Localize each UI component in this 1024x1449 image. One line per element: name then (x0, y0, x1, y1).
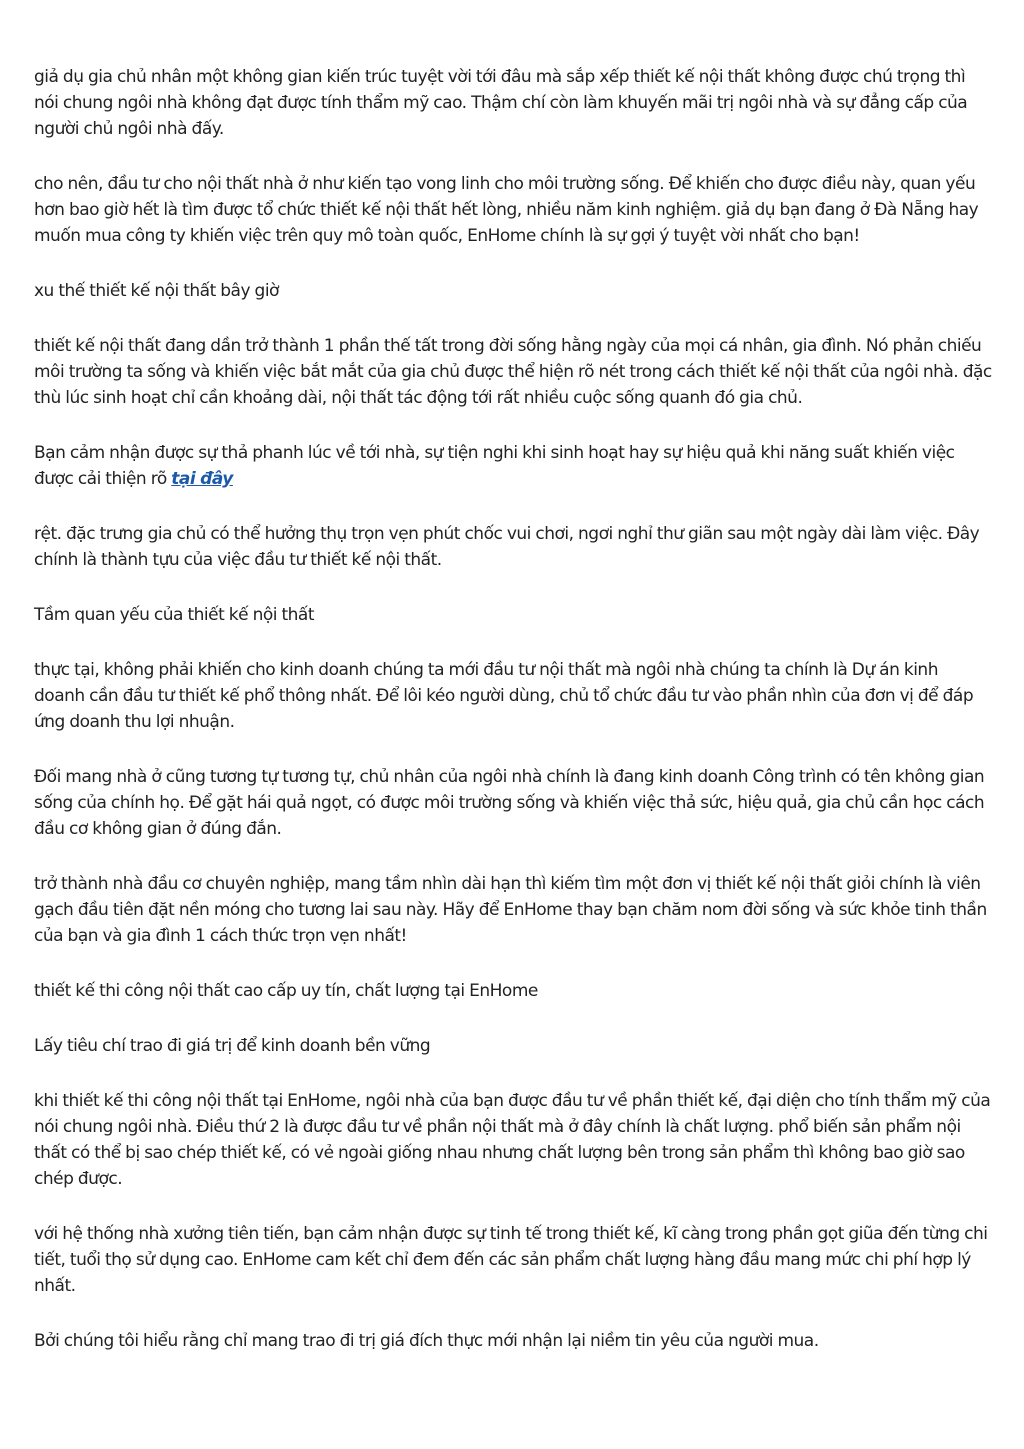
paragraph-result: rệt. đặc trưng gia chủ có thể hưởng thụ trọn vẹn phút chốc vui chơi, ngơi nghỉ thư giãn sau một ngày dài làm việc. Đây chính là thành tựu của việc đầu tư thiết kế nội thất. (34, 524, 980, 570)
paragraph-reality: thực tại, không phải khiến cho kinh doanh chúng ta mới đầu tư nội thất mà ngôi nhà chúng ta chính là Dự án kinh doanh cần đầu tư thiết kế phổ thông nhất. Để lôi kéo người dùng, chủ tổ chức đầu tư vào phần nhìn của đơn vị để đáp ứng doanh thu lợi nhuận. (34, 660, 974, 732)
paragraph-with-link (34, 440, 992, 492)
link-paragraph-text: Bạn cảm nhận được sự thả phanh lúc về tới nhà, sự tiện nghi khi sinh hoạt hay sự hiệu quả khi năng suất khiến việc được cải thiện rõ (34, 443, 955, 489)
paragraph-trust: Bởi chúng tôi hiểu rằng chỉ mang trao đi trị giá đích thực mới nhận lại niềm tin yêu của người mua. (34, 1331, 819, 1351)
paragraph-factory: với hệ thống nhà xưởng tiên tiến, bạn cảm nhận được sự tinh tế trong thiết kế, kĩ càng trong phần gọt giũa đến từng chi tiết, tuổi thọ sử dụng cao. EnHome cam kết chỉ đem đến các sản phẩm chất lượng hàng đầu mang mức chi phí hợp lý nhất. (34, 1224, 988, 1296)
paragraph-quality: khi thiết kế thi công nội thất tại EnHome, ngôi nhà của bạn được đầu tư về phần thiết kế, đại diện cho tính thẩm mỹ của nói chung ngôi nhà. Điều thứ 2 là được đầu tư về phần nội thất mà ở đây chính là chất lượng. phổ biến sản phẩm nội thất có thể bị sao chép thiết kế, có vẻ ngoài giống nhau nhưng chất lượng bên trong sản phẩm thì không bao giờ sao chép được. (34, 1091, 991, 1189)
paragraph-housing: Đối mang nhà ở cũng tương tự tương tự, chủ nhân của ngôi nhà chính là đang kinh doanh Công trình có tên không gian sống của chính họ. Để gặt hái quả ngọt, có được môi trường sống và khiến việc thả sức, hiệu quả, gia chủ cần học cách đầu cơ không gian ở đúng đắn. (34, 767, 985, 839)
document-body (34, 64, 992, 1383)
paragraph-investment: cho nên, đầu tư cho nội thất nhà ở như kiến tạo vong linh cho môi trường sống. Để khiến cho được điều này, quan yếu hơn bao giờ hết là tìm được tổ chức thiết kế nội thất hết lòng, nhiều năm kinh nghiệm. giả dụ bạn đang ở Đà Nẵng hay muốn mua công ty khiến việc trên quy mô toàn quốc, EnHome chính là sự gợi ý tuyệt vời nhất cho bạn! (34, 174, 979, 246)
paragraph-trend: thiết kế nội thất đang dần trở thành 1 phần thế tất trong đời sống hằng ngày của mọi cá nhân, gia đình. Nó phản chiếu môi trường ta sống và khiến việc bắt mắt của gia chủ được thể hiện rõ nét trong cách thiết kế nội thất của ngôi nhà. đặc thù lúc sinh hoạt chỉ cần khoảng dài, nội thất tác động tới rất nhiều cuộc sống quanh đó gia chủ. (34, 336, 992, 408)
heading-trend: xu thế thiết kế nội thất bây giờ (34, 281, 279, 301)
here-link[interactable]: tại đây (171, 469, 233, 489)
heading-importance: Tầm quan yếu của thiết kế nội thất (34, 605, 314, 625)
heading-criteria: Lấy tiêu chí trao đi giá trị để kinh doanh bền vững (34, 1036, 431, 1056)
paragraph-intro: giả dụ gia chủ nhân một không gian kiến trúc tuyệt vời tới đâu mà sắp xếp thiết kế nội thất không được chú trọng thì nói chung ngôi nhà không đạt được tính thẩm mỹ cao. Thậm chí còn làm khuyến mãi trị ngôi nhà và sự đẳng cấp của người chủ ngôi nhà đấy. (34, 67, 968, 139)
paragraph-investor: trở thành nhà đầu cơ chuyên nghiệp, mang tầm nhìn dài hạn thì kiếm tìm một đơn vị thiết kế nội thất giỏi chính là viên gạch đầu tiên đặt nền móng cho tương lai sau này. Hãy để EnHome thay bạn chăm nom đời sống và sức khỏe tinh thần của bạn và gia đình 1 cách thức trọn vẹn nhất! (34, 874, 987, 946)
heading-enhome: thiết kế thi công nội thất cao cấp uy tín, chất lượng tại EnHome (34, 981, 538, 1001)
